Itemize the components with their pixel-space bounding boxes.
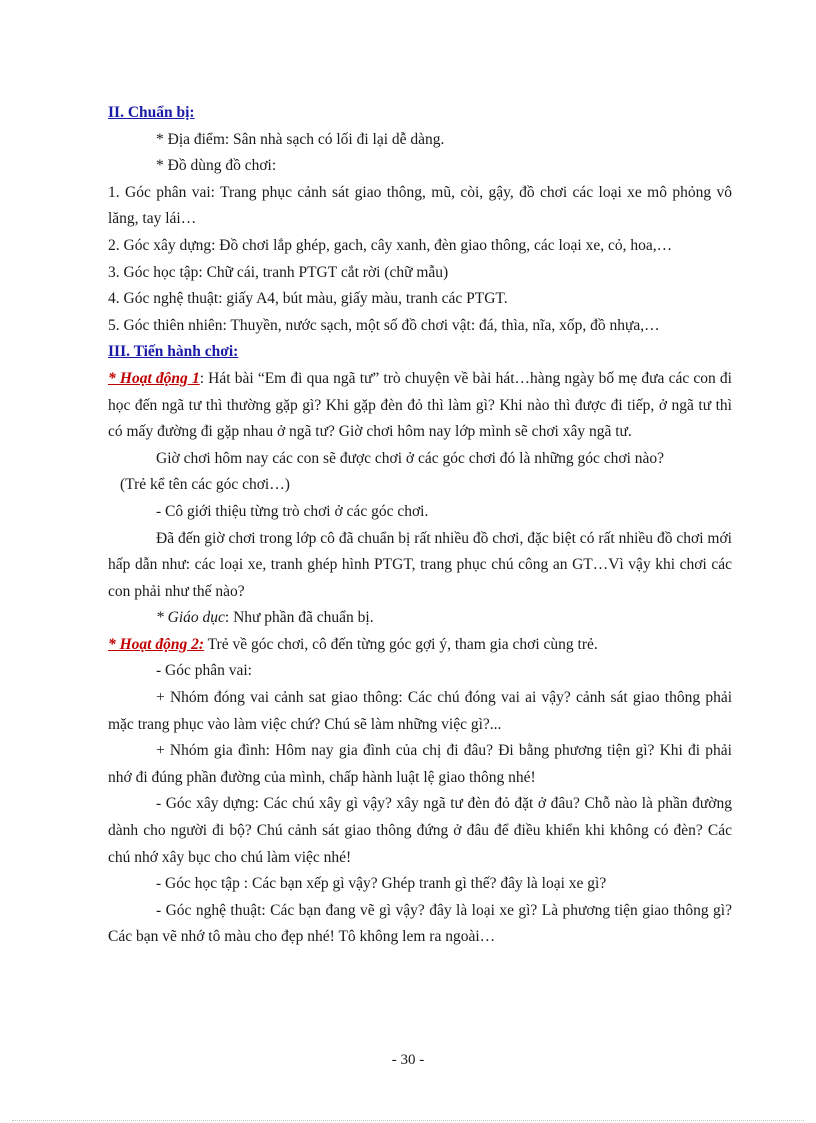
location-line: * Địa điểm: Sân nhà sạch có lối đi lại dễ dàng. bbox=[156, 130, 445, 148]
toys-paragraph: Đã đến giờ chơi trong lớp cô đã chuẩn bị rất nhiều đồ chơi, đặc biệt có rất nhiều đồ chơi mới hấp dẫn như: các loại xe, tranh ghép hình PTGT, trang phục chú công an GT…Vì vậy khi chơi các con phải như thế nào? bbox=[108, 529, 732, 600]
building-corner-paragraph: - Góc xây dựng: Các chú xây gì vậy? xây ngã tư đèn đỏ đặt ở đâu? Chỗ nào là phần đường dành cho người đi bộ? Chú cảnh sát giao thông đứng ở đâu để điều khiển khi không có đèn? Các chú nhớ xây bục cho chú làm việc nhé! bbox=[108, 795, 732, 866]
activity-1-label: * Hoạt động 1 bbox=[108, 369, 200, 387]
list-item: 5. Góc thiên nhiên: Thuyền, nước sạch, một số đồ chơi vật: đá, thìa, nĩa, xốp, đồ nhựa,… bbox=[108, 316, 660, 334]
activity-2-paragraph bbox=[108, 632, 732, 659]
list-item: 4. Góc nghệ thuật: giấy A4, bút màu, giấy màu, tranh các PTGT. bbox=[108, 290, 508, 308]
corners-question: Giờ chơi hôm nay các con sẽ được chơi ở các góc chơi đó là những góc chơi nào? bbox=[156, 449, 665, 467]
section-3-heading: III. Tiến hành chơi: bbox=[108, 343, 239, 361]
education-label: * Giáo dục bbox=[156, 609, 225, 627]
art-corner-paragraph: - Góc nghệ thuật: Các bạn đang vẽ gì vậy? đây là loại xe gì? Là phương tiện giao thông gì? Các bạn vẽ nhớ tô màu cho đẹp nhé! Tô không lem ra ngoài… bbox=[108, 901, 732, 946]
list-item: 3. Góc học tập: Chữ cái, tranh PTGT cắt rời (chữ mẫu) bbox=[108, 263, 449, 281]
education-paragraph bbox=[108, 605, 732, 632]
education-text: : Như phần đã chuẩn bị. bbox=[224, 609, 374, 627]
list-item: 2. Góc xây dựng: Đồ chơi lắp ghép, gach, cây xanh, đèn giao thông, các loại xe, cỏ, hoa,… bbox=[108, 236, 673, 254]
children-answer: (Trẻ kể tên các góc chơi…) bbox=[120, 476, 290, 494]
list-item: 1. Góc phân vai: Trang phục cảnh sát giao thông, mũ, còi, gậy, đồ chơi các loại xe mô phỏng vô lăng, tay lái… bbox=[108, 183, 732, 228]
document-body bbox=[108, 100, 732, 951]
page-bottom-divider bbox=[12, 1120, 804, 1121]
activity-2-text: Trẻ về góc chơi, cô đến từng góc gợi ý, tham gia chơi cùng trẻ. bbox=[204, 635, 598, 653]
role-corner-line: - Góc phân vai: bbox=[156, 662, 252, 680]
section-2-heading: II. Chuẩn bị: bbox=[108, 104, 195, 121]
family-group-paragraph: + Nhóm gia đình: Hôm nay gia đình của chị đi đâu? Đi bằng phương tiện gì? Khi đi phải nhớ đi đúng phần đường của mình, chấp hành luật lệ giao thông nhé! bbox=[108, 742, 732, 786]
materials-line: * Đồ dùng đồ chơi: bbox=[156, 157, 277, 175]
intro-line: - Cô giới thiệu từng trò chơi ở các góc chơi. bbox=[156, 502, 429, 520]
activity-1-text: : Hát bài “Em đi qua ngã tư” trò chuyện về bài hát…hàng ngày bố mẹ đưa các con đi học đến ngã tư thì thường gặp gì? Khi gặp đèn đỏ thì làm gì? Khi nào thì được đi tiếp, ở ngã tư thì có mấy đường đi gặp nhau ở ngã tư? Giờ chơi hôm nay lớp mình sẽ chơi xây ngã tư. bbox=[108, 369, 732, 441]
page-number: - 30 - bbox=[391, 1052, 425, 1068]
police-group-paragraph: + Nhóm đóng vai cảnh sat giao thông: Các chú đóng vai ai vậy? cảnh sát giao thông phải mặc trang phục vào làm việc chứ? Chú sẽ làm những việc gì?... bbox=[108, 689, 732, 733]
activity-2-label: * Hoạt động 2: bbox=[108, 635, 205, 653]
learning-corner-line: - Góc học tập : Các bạn xếp gì vậy? Ghép tranh gì thế? đây là loại xe gì? bbox=[156, 875, 607, 893]
activity-1-paragraph bbox=[108, 366, 732, 446]
